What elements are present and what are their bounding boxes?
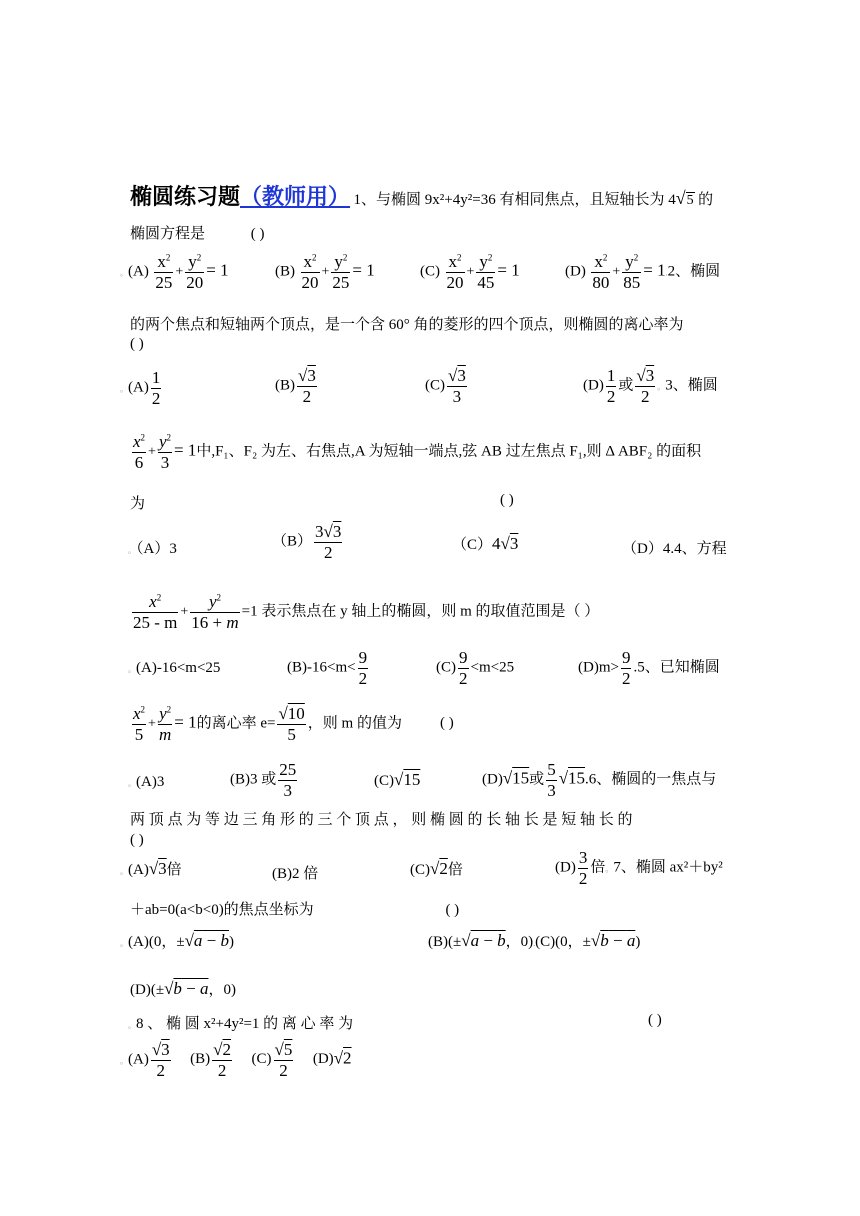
q1-a-frac-x: $\frac{x^2}{25}$	[155, 252, 173, 292]
q8-opt-d: (D)	[312, 1051, 334, 1068]
q2-or: 或	[618, 377, 634, 394]
q5-e-frac: $\frac{√10}{5}$	[278, 704, 305, 744]
q1-opt-c: (C)	[420, 263, 440, 280]
q2-paren: ( )	[130, 336, 144, 352]
q1-a-den-x: 25	[155, 272, 173, 292]
q4-frac-y: $\frac{y^2}{16 + m}$	[191, 592, 239, 632]
q3-option-c: （C）4√3	[452, 534, 519, 553]
q8-opt-b: (B)	[190, 1051, 211, 1068]
q1-a-den-y: 20	[186, 272, 204, 292]
q6-number: .6、椭圆的一焦点与	[585, 771, 717, 788]
q7-opt-c: (C)(0，±	[535, 934, 591, 950]
q6-line1: 两 顶 点 为 等 边 三 角 形 的 三 个 顶 点 ， 则 椭 圆 的 长 轴 长 是 短 轴 长 的	[130, 812, 633, 828]
mark: 。	[128, 546, 136, 555]
q7-opt-d: (D)(±	[130, 982, 165, 998]
q3-opt-b: （B）	[272, 533, 313, 550]
q3-option-a	[128, 537, 177, 558]
q7-text: ＋ab=0(a<b<0)的焦点坐标为	[130, 902, 314, 918]
q6-bei-d: 倍	[590, 859, 606, 876]
q1-opt-a: (A)	[128, 263, 149, 280]
q1-opt-b: (B)	[275, 263, 295, 280]
q4-frac-x: $\frac{x^2}{25 - m}$	[133, 592, 178, 632]
title-line	[130, 180, 713, 211]
q1-c-frac-y: $\frac{y^2}{45}$	[477, 252, 495, 292]
q8-options: 。(A) $\frac{√3}{2}$ (B) $\frac{√2}{2}$ (C) $\frac{√5}{2}$ (D)√2	[120, 1040, 352, 1080]
q6-opt-c: (C)	[410, 862, 430, 878]
q3-frac-x: $\frac{x^2}{6}$	[133, 432, 146, 472]
q5-opt-c: (C)	[374, 773, 394, 789]
q2-d-frac1: $\frac{1}{2}$	[606, 366, 616, 406]
q7-option-a: 。(A)(0，±√a − b)	[120, 931, 234, 950]
q6-d-frac: $\frac{3}{2}$	[578, 848, 588, 888]
q1-b-den-x: 20	[301, 272, 319, 292]
q3-paren: ( )	[500, 492, 514, 508]
q1-d-frac-y: $\frac{y^2}{85}$	[623, 252, 641, 292]
q7-number: 7、椭圆 ax²＋by²	[613, 859, 723, 876]
q1-b-den-y: 25	[332, 272, 350, 292]
q1-d-frac-x: $\frac{x^2}{80}$	[592, 252, 610, 292]
q5-option-c: (C)√15	[374, 770, 421, 789]
q8-opt-a: (A)	[128, 1051, 149, 1068]
q3-option-b	[272, 522, 344, 562]
q5-option-d: (D)√15或 $\frac{5}{3}$ √15.6、椭圆的一焦点与	[482, 760, 717, 800]
q2-line1: 的两个焦点和短轴两个顶点，是一个含 60° 角的菱形的四个顶点，则椭圆的离心率为	[130, 317, 684, 333]
q1-options: 。(A) $\frac{x^2}{25}$ + $\frac{y^2}{20}$ = 1	[120, 252, 229, 292]
q5-frac-y: $\frac{y^2}{m}$	[158, 704, 172, 744]
q2-opt-d: (D)	[583, 377, 604, 394]
q2-number: 2、椭圆	[667, 263, 721, 280]
q4-d-frac: $\frac{9}{2}$	[621, 648, 631, 688]
q5-tail: ，则 m 的值为	[307, 715, 402, 732]
q4-opt-c2: <m<25	[470, 659, 515, 676]
q1-line2	[130, 222, 265, 243]
q8-opt-c: (C)	[251, 1051, 272, 1068]
q7-opt-b2: ，0)	[505, 934, 534, 950]
q8-text: 8 、 椭 圆 x²+4y²=1 的 离 心 率 为	[136, 1016, 354, 1032]
q4-opt-d: (D)m>	[578, 659, 619, 676]
q4-opt-c: (C)	[436, 659, 456, 676]
q2-opt-b: (B)	[275, 377, 295, 394]
q7-paren: ( )	[445, 902, 460, 918]
q6-bei-a: 倍	[166, 862, 182, 878]
q4-opt-a: (A)-16<m<25	[136, 660, 221, 676]
mark: 。	[120, 939, 128, 948]
q1-a-frac-y: $\frac{y^2}{20}$	[186, 252, 204, 292]
q7-opt-a: (A)(0，±	[128, 934, 185, 950]
mark: 。	[128, 665, 136, 674]
q3-frac-y: $\frac{y^2}{3}$	[158, 432, 171, 472]
q5-or: 或	[529, 771, 545, 788]
q8-line1	[128, 1012, 353, 1033]
q1-opt-d: (D)	[565, 263, 586, 280]
q6-option-b: (B)2 倍	[272, 866, 319, 882]
q2-opt-a: (A)	[128, 379, 149, 396]
q3-b-frac: $\frac{3√3}{2}$	[315, 522, 342, 562]
q1-d-den-x: 80	[592, 272, 610, 292]
q3-number: 3、椭圆	[665, 377, 718, 394]
q1-b-frac-x: $\frac{x^2}{20}$	[301, 252, 319, 292]
q4-option-a	[128, 660, 220, 677]
mark: 。	[120, 384, 128, 394]
q6-opt-d: (D)	[555, 859, 576, 876]
q3-opt-c: （C）	[452, 537, 493, 553]
q5-frac-x: $\frac{x^2}{5}$	[133, 704, 146, 744]
q2-opt-c: (C)	[425, 377, 445, 394]
q5-opt-a: (A)3	[136, 774, 165, 790]
q5-opt-b: (B)3 或	[230, 771, 277, 788]
q5-number: .5、已知椭圆	[633, 659, 720, 676]
q4-b-frac: $\frac{9}{2}$	[358, 648, 368, 688]
q5-mid: 的离心率 e=	[196, 715, 276, 732]
q5-option-b	[230, 760, 299, 800]
q4-option-d	[578, 648, 720, 688]
q8-a-frac: $\frac{√3}{2}$	[151, 1040, 170, 1080]
q2-option-a	[120, 368, 163, 408]
mark: 。	[120, 1056, 128, 1066]
q6-option-d: (D) $\frac{3}{2}$ 倍。7、椭圆 ax²＋by²	[555, 848, 723, 888]
q6-option-c: (C)√2倍	[410, 859, 463, 878]
q7-opt-d2: ，0)	[208, 982, 236, 998]
q2-a-frac: $\frac{1}{2}$	[151, 368, 161, 408]
q3-option-d	[622, 537, 727, 558]
mark: 。	[128, 1021, 136, 1030]
q1-line2-text: 椭圆方程是	[130, 226, 206, 242]
q1-tail: 的	[698, 192, 714, 208]
q1-paren: ( )	[250, 226, 265, 242]
sqrt-5: √5	[675, 188, 694, 208]
q5-option-a	[128, 774, 164, 791]
page-subtitle: （教师用）	[240, 185, 351, 210]
q5-opt-d: (D)	[482, 771, 503, 788]
q1-b-frac-y: $\frac{y^2}{25}$	[332, 252, 350, 292]
q3-line1: $\frac{x^2}{6}$ + $\frac{y^2}{3}$ = 1中,F₁、F₂ 为左、右焦点,A 为短轴一端点,弦 AB 过左焦点 F₁,则 Δ ABF₂ 的面积	[133, 432, 702, 472]
q1-d-den-y: 85	[623, 272, 641, 292]
q4-line1: $\frac{x^2}{25 - m}$ + $\frac{y^2}{16 + m}$ =1 表示焦点在 y 轴上的椭圆，则 m 的取值范围是（ ）	[133, 592, 600, 632]
q8-c-frac: $\frac{√5}{2}$	[274, 1040, 293, 1080]
q1-c-den-y: 45	[477, 272, 495, 292]
q4-text: =1 表示焦点在 y 轴上的椭圆，则 m 的取值范围是（ ）	[241, 603, 600, 620]
q4-number: .4、方程	[670, 541, 727, 557]
q2-b-frac: $\frac{√3}{2}$	[298, 366, 316, 406]
q8-paren: ( )	[648, 1012, 662, 1028]
mark: 。	[120, 268, 128, 278]
q3-opt-d: （D）4	[622, 541, 671, 557]
q8-b-frac: $\frac{√2}{2}$	[213, 1040, 232, 1080]
q2-d-frac2: $\frac{√3}{2}$	[636, 366, 655, 406]
q3-wei: 为	[130, 496, 146, 512]
q7-line1	[130, 898, 459, 919]
q5-line1: $\frac{x^2}{5}$ + $\frac{y^2}{m}$ = 1的离心率 e= $\frac{√10}{5}$ ，则 m 的值为 ( )	[133, 704, 454, 744]
q4-option-b	[287, 648, 370, 688]
q5-d-frac: $\frac{5}{3}$	[547, 760, 556, 800]
q1-option-c: (C) $\frac{x^2}{20}$ + $\frac{y^2}{45}$ = 1	[420, 252, 520, 292]
q4-option-c	[436, 648, 514, 688]
q7-option-b: (B)(±√a − b，0).(C)(0，±√b − a)	[428, 931, 641, 950]
q7-option-d: (D)(±√b − a，0)	[130, 979, 236, 998]
q2-option-c	[425, 366, 469, 406]
q6-bei-c: 倍	[447, 862, 463, 878]
q5-b-frac: $\frac{25}{3}$	[279, 760, 297, 800]
q1-lead: 1、与椭圆 9x²+4y²=36 有相同焦点，且短轴长为 4	[353, 192, 676, 208]
q5-paren: ( )	[439, 715, 454, 732]
q1-option-b: (B) $\frac{x^2}{20}$ + $\frac{y^2}{25}$ = 1	[275, 252, 375, 292]
q6-option-a: 。(A)√3倍	[120, 859, 182, 878]
q4-opt-b: (B)-16<m<	[287, 659, 356, 676]
q1-c-den-x: 20	[446, 272, 464, 292]
q2-option-d: (D) $\frac{1}{2}$ 或 $\frac{√3}{2}$ 。3、椭圆	[583, 366, 718, 406]
q4-c-frac: $\frac{9}{2}$	[459, 648, 468, 688]
mark: 。	[128, 779, 136, 788]
q7-opt-b: (B)(±	[428, 934, 462, 950]
q2-c-frac: $\frac{√3}{3}$	[448, 366, 466, 406]
q3-text: 中,F₁、F₂ 为左、右焦点,A 为短轴一端点,弦 AB 过左焦点 F₁,则 Δ ABF₂ 的面积	[196, 443, 702, 460]
q1-c-frac-x: $\frac{x^2}{20}$	[446, 252, 464, 292]
q6-paren: ( )	[130, 832, 144, 848]
page-title: 椭圆练习题	[130, 185, 241, 210]
q1-option-d: (D) $\frac{x^2}{80}$ + $\frac{y^2}{85}$ = 1.2、椭圆	[565, 252, 721, 292]
q3-opt-a: （A）3	[136, 541, 177, 557]
q2-option-b	[275, 366, 319, 406]
q6-opt-a: (A)	[128, 862, 149, 878]
mark: 。	[120, 867, 128, 876]
